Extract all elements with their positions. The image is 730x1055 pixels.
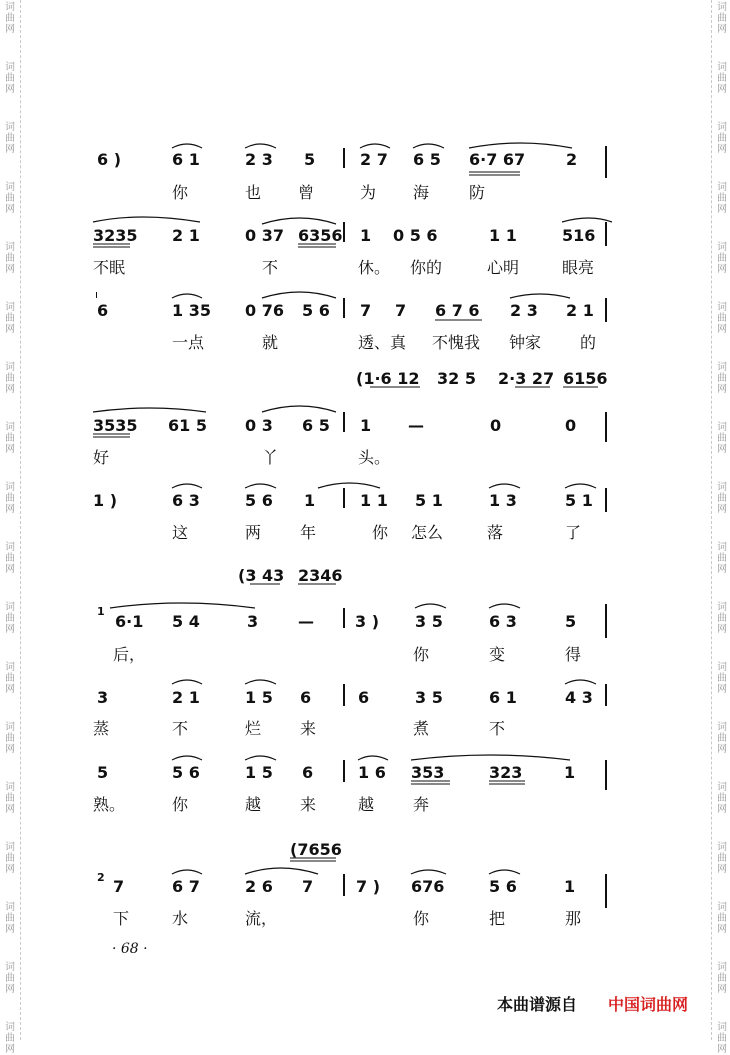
note-group: 6 5 xyxy=(302,416,330,435)
lyric: 落 xyxy=(487,523,504,542)
watermark-text: 词 曲 网 xyxy=(5,842,15,875)
note-group: 0 76 xyxy=(245,301,284,320)
lyric: 不 xyxy=(262,258,279,277)
note-group: 1 35 xyxy=(172,301,211,320)
note-group: 5 xyxy=(565,612,577,631)
note-group: 7 xyxy=(113,877,125,896)
slur xyxy=(360,144,390,148)
note-group: 2 1 xyxy=(172,688,200,707)
watermark-text: 词 曲 网 xyxy=(717,962,727,995)
note-group: 0 xyxy=(565,416,577,435)
slur xyxy=(245,680,276,684)
lyric: 你 xyxy=(413,909,430,928)
note-group: 1 ) xyxy=(93,491,118,510)
lyric: 你 xyxy=(413,645,430,664)
lyric: 你 xyxy=(172,183,189,202)
note-group: 6 1 xyxy=(172,150,200,169)
lyric: 流， xyxy=(245,909,278,928)
note-group: 0 37 xyxy=(245,226,284,245)
note-group: — xyxy=(408,416,424,435)
note-group: 1 xyxy=(564,877,576,896)
slur xyxy=(172,484,202,488)
note-group: 2 1 xyxy=(566,301,594,320)
watermark-text: 词 曲 网 xyxy=(5,662,15,695)
note-group: 5 6 xyxy=(302,301,330,320)
slur xyxy=(489,484,520,488)
note-group: 0 5 6 xyxy=(393,226,438,245)
slur xyxy=(172,144,202,148)
watermark-text: 词 曲 网 xyxy=(717,62,727,95)
lyric: 下 xyxy=(113,909,130,928)
footer-site[interactable] xyxy=(608,992,688,1015)
lyric: 也 xyxy=(245,183,262,202)
watermark-text: 词 曲 网 xyxy=(5,722,15,755)
note-group: 516 xyxy=(562,226,596,245)
note-group: (7656 xyxy=(290,840,342,859)
note-group: 1 xyxy=(564,763,576,782)
note-group: 61 5 xyxy=(168,416,207,435)
lyric: 你 xyxy=(372,523,389,542)
note-group: 1 1 xyxy=(360,491,388,510)
lyric: 的 xyxy=(580,333,597,352)
slur xyxy=(172,870,202,874)
note-group: 6 xyxy=(300,688,312,707)
lyric: 不 xyxy=(172,719,189,738)
slur xyxy=(245,868,318,874)
note-group: 1 xyxy=(360,416,372,435)
watermark-text: 词 曲 网 xyxy=(5,122,15,155)
watermark-text: 词 曲 网 xyxy=(717,782,727,815)
lyric: 你的 xyxy=(410,258,443,277)
slur xyxy=(172,756,202,760)
slur xyxy=(245,144,276,148)
lyric: 水 xyxy=(172,909,189,928)
page-number: · 68 · xyxy=(112,941,148,957)
slur xyxy=(565,680,596,684)
note-group: 6 7 6 xyxy=(435,301,480,320)
note-group: 1 5 xyxy=(245,763,273,782)
lyric: 蒸 xyxy=(93,719,110,738)
lyric: 就 xyxy=(262,333,279,352)
note-group: 2 xyxy=(566,150,578,169)
note-group: 7 xyxy=(302,877,314,896)
lyric: 好 xyxy=(93,448,110,467)
watermark-text: 词 曲 网 xyxy=(717,722,727,755)
lyric: 这 xyxy=(172,523,189,542)
watermark-text: 词 曲 网 xyxy=(717,422,727,455)
slur xyxy=(93,408,206,412)
watermark-text: 词 曲 网 xyxy=(5,302,15,335)
watermark-text: 词 曲 网 xyxy=(717,542,727,575)
note-group: 0 3 xyxy=(245,416,273,435)
note-group: 3235 xyxy=(93,226,138,245)
note-group: 2 6 xyxy=(245,877,273,896)
watermark-text: 词 曲 网 xyxy=(717,362,727,395)
watermark-text: 词 曲 网 xyxy=(5,242,15,275)
note-group: 2 3 xyxy=(510,301,538,320)
watermark-text: 词 曲 网 xyxy=(717,902,727,935)
footer-site-name[interactable]: 中国词曲网 xyxy=(608,995,689,1014)
lyric: 越 xyxy=(358,795,375,814)
note-group: 5 xyxy=(97,763,109,782)
note-group: 1 5 xyxy=(245,688,273,707)
note-group: 2 3 xyxy=(245,150,273,169)
lyric: 变 xyxy=(489,645,506,664)
lyric: 那 xyxy=(565,909,582,928)
lyric: 把 xyxy=(489,909,506,928)
note-group: 5 6 xyxy=(489,877,517,896)
lyric: 眼亮 xyxy=(562,258,595,277)
watermark-text: 词 曲 网 xyxy=(717,2,727,35)
watermark-text: 词 曲 网 xyxy=(717,122,727,155)
note-group: 5 6 xyxy=(245,491,273,510)
lyric: 防 xyxy=(469,183,486,202)
lyric: 煮 xyxy=(413,719,430,738)
note-group: 323 xyxy=(489,763,523,782)
note-group: 7 xyxy=(360,301,372,320)
slur xyxy=(245,756,276,760)
slur xyxy=(262,406,336,412)
watermark-text: 词 曲 网 xyxy=(5,62,15,95)
note-group: 6·1 xyxy=(115,612,144,631)
lyric: 心明 xyxy=(487,258,520,277)
watermark-text: 词 曲 网 xyxy=(5,542,15,575)
watermark-text: 词 曲 网 xyxy=(5,362,15,395)
slur xyxy=(510,294,570,298)
lyric: 得 xyxy=(565,645,582,664)
lyric: 奔 xyxy=(413,795,430,814)
watermark-text: 词 曲 网 xyxy=(5,1022,15,1055)
watermark-text: 词 曲 网 xyxy=(717,662,727,695)
lyric: 后， xyxy=(113,645,146,664)
note-group: 676 xyxy=(411,877,445,896)
note-group: 2346 xyxy=(298,566,343,585)
note-group: 1 3 xyxy=(489,491,517,510)
watermark-text: 词 曲 网 xyxy=(717,842,727,875)
lyric: 头。 xyxy=(358,448,391,467)
lyric: 一点 xyxy=(172,333,205,352)
slur xyxy=(318,483,380,488)
slur xyxy=(565,484,596,488)
note-group: 6 3 xyxy=(489,612,517,631)
watermark-text: 词 曲 网 xyxy=(5,602,15,635)
slur xyxy=(489,870,520,874)
watermark-text: 词 曲 网 xyxy=(717,302,727,335)
watermark-text: 词 曲 网 xyxy=(5,962,15,995)
slur xyxy=(262,292,336,298)
lyric: 烂 xyxy=(245,719,262,738)
slur xyxy=(413,144,444,148)
watermark-text: 词 曲 网 xyxy=(717,482,727,515)
note-group: 6 7 xyxy=(172,877,200,896)
slur xyxy=(562,218,612,222)
lyric: 丫 xyxy=(262,448,279,467)
note-group: 6356 xyxy=(298,226,343,245)
watermark-text: 词 曲 网 xyxy=(717,182,727,215)
lyric: 两 xyxy=(245,523,262,542)
note-group: 6·7 67 xyxy=(469,150,526,169)
grace-note: 2 xyxy=(97,871,105,884)
slur xyxy=(93,217,200,222)
lyric: 你 xyxy=(172,795,189,814)
note-group: — xyxy=(298,612,314,631)
note-group: 6156 xyxy=(563,369,608,388)
lyric: 不 xyxy=(489,719,506,738)
slur xyxy=(411,755,570,760)
slur xyxy=(469,143,572,148)
watermark-text: 词 曲 网 xyxy=(717,1022,727,1055)
note-group: 32 5 xyxy=(437,369,476,388)
watermark-text: 词 曲 网 xyxy=(5,782,15,815)
lyric: 海 xyxy=(413,183,430,202)
watermark-text: 词 曲 网 xyxy=(5,422,15,455)
watermark-text: 词 曲 网 xyxy=(5,182,15,215)
note-group: 7 ) xyxy=(356,877,381,896)
note-group: 5 6 xyxy=(172,763,200,782)
footer-source xyxy=(497,992,577,1015)
grace-note: 1 xyxy=(97,605,105,618)
lyric: 怎么 xyxy=(411,523,444,542)
note-group: 5 xyxy=(304,150,316,169)
note-group: 1 6 xyxy=(358,763,386,782)
lyric: 不眠 xyxy=(93,258,126,277)
note-group: 1 1 xyxy=(489,226,517,245)
slur xyxy=(358,756,388,760)
note-group: 3 5 xyxy=(415,612,443,631)
note-group: 3535 xyxy=(93,416,138,435)
slur xyxy=(245,484,276,488)
note-group: 3 5 xyxy=(415,688,443,707)
note-group: 0 xyxy=(490,416,502,435)
lyric: 越 xyxy=(245,795,262,814)
note-group: 6 xyxy=(358,688,370,707)
note-group: 1 xyxy=(360,226,372,245)
lyric: 曾 xyxy=(298,183,315,202)
note-group: 6 xyxy=(302,763,314,782)
note-group: 5 1 xyxy=(415,491,443,510)
note-group: (1·6 12 xyxy=(356,369,420,388)
note-group: 2·3 27 xyxy=(498,369,555,388)
lyric: 钟家 xyxy=(509,333,542,352)
note-group: 2 7 xyxy=(360,150,388,169)
watermark-text: 词 曲 网 xyxy=(717,602,727,635)
note-group: 6 1 xyxy=(489,688,517,707)
note-group: 2 1 xyxy=(172,226,200,245)
lyric: 年 xyxy=(300,523,317,542)
note-group: 7 xyxy=(395,301,407,320)
slur xyxy=(489,604,520,608)
footer-source-label: 本曲谱源自 xyxy=(497,995,578,1014)
lyric: 为 xyxy=(360,183,377,202)
slur xyxy=(172,680,202,684)
note-group: 1 xyxy=(304,491,316,510)
note-group: 3 ) xyxy=(355,612,380,631)
slur xyxy=(415,604,446,608)
watermark-text: 词 曲 网 xyxy=(5,902,15,935)
slur xyxy=(262,218,336,224)
note-group: 6 5 xyxy=(413,150,441,169)
note-group: 4 3 xyxy=(565,688,593,707)
lyric: 来 xyxy=(300,719,317,738)
note-group: 353 xyxy=(411,763,445,782)
lyric: 透、真 xyxy=(358,333,407,352)
note-group: 3 xyxy=(247,612,259,631)
lyric: 不愧我 xyxy=(432,333,481,352)
note-group: 5 4 xyxy=(172,612,200,631)
note-group: 6 xyxy=(97,301,109,320)
note-group: 3 xyxy=(97,688,109,707)
slur xyxy=(172,294,202,298)
watermark-text: 词 曲 网 xyxy=(717,242,727,275)
lyric: 熟。 xyxy=(93,795,126,814)
slur xyxy=(110,603,255,608)
slur xyxy=(411,870,446,874)
lyric: 休。 xyxy=(358,258,391,277)
note-group: (3 43 xyxy=(238,566,285,585)
note-group: 6 ) xyxy=(97,150,122,169)
lyric: 来 xyxy=(300,795,317,814)
note-group: 5 1 xyxy=(565,491,593,510)
lyric: 了 xyxy=(565,523,582,542)
watermark-text: 词 曲 网 xyxy=(5,482,15,515)
note-group: 6 3 xyxy=(172,491,200,510)
watermark-text: 词 曲 网 xyxy=(5,2,15,35)
